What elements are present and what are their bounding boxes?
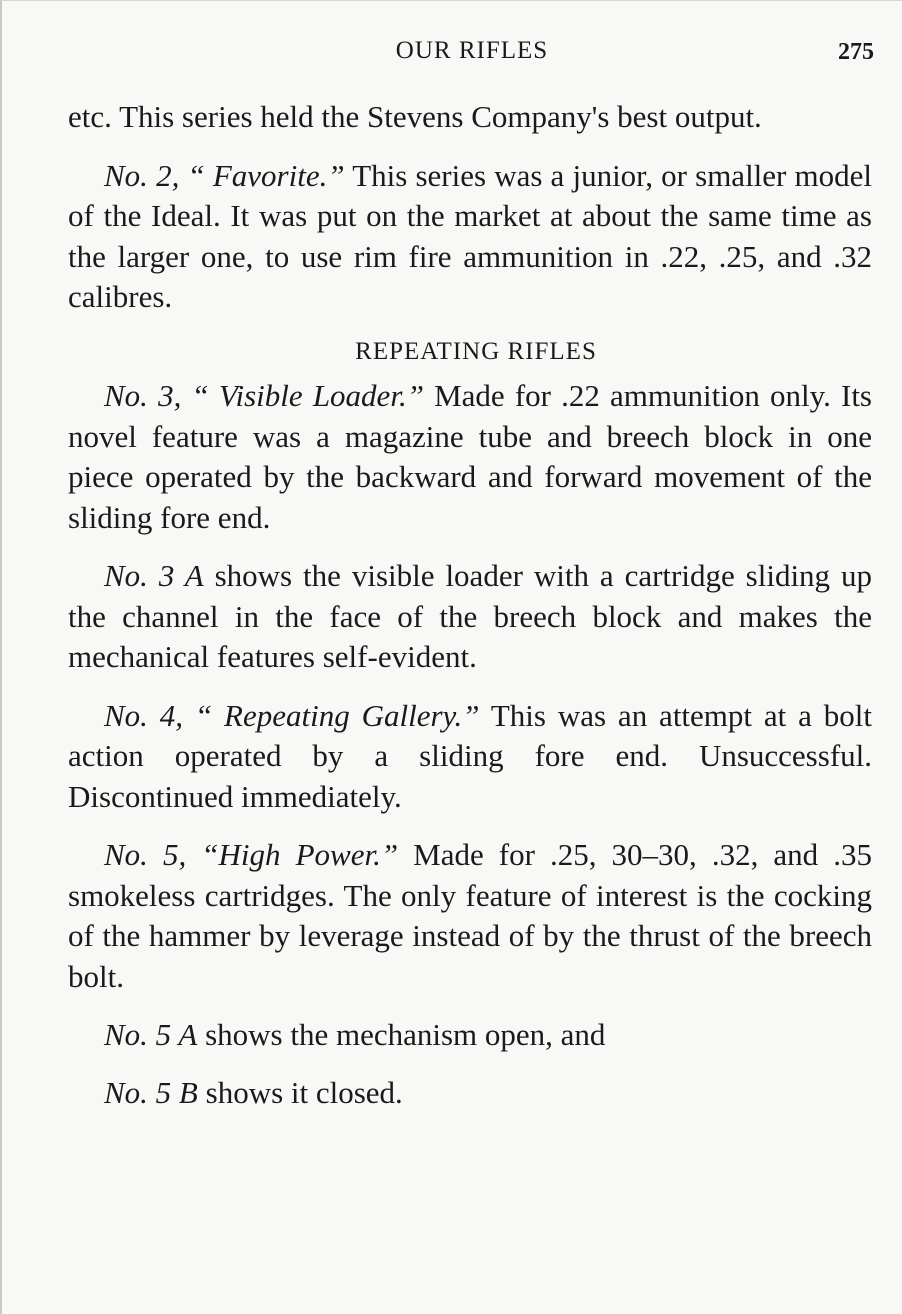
paragraph-text: This series was a junior, or smaller model of the Ideal. It was put on the market at about the same time as the larger one, to use rim fire ammunition in .22, .25, and .32 calibres. — [68, 157, 873, 314]
model-lead: No. 3 A — [104, 558, 204, 593]
paragraph-3a — [68, 556, 872, 678]
model-lead: No. 3, “ Visible Loader.” — [104, 378, 424, 413]
paragraph-5a — [68, 1015, 872, 1056]
section-heading: REPEATING RIFLES — [355, 337, 597, 365]
running-header — [2, 37, 902, 71]
model-lead: No. 2, “ Favorite.” — [104, 157, 345, 193]
paragraph-high-power — [68, 835, 872, 997]
paragraph-5b — [68, 1073, 872, 1114]
paragraph-text: Made for .25, 30–30, .32, and .35 smokeless cartridges. The only feature of interest is the cocking of the hammer by leverage instead of by the thrust of the breech bolt. — [68, 837, 872, 994]
paragraph-continuation — [68, 97, 872, 138]
paragraph-text: This was an attempt at a bolt action operated by a sliding fore end. Unsuccessful. Discontinued immediately. — [68, 697, 872, 814]
paragraph-text: Made for .22 ammunition only. Its novel feature was a magazine tube and breech block in one piece operated by the backward and forward movement of the sliding fore end. — [68, 378, 872, 535]
page-body — [68, 97, 872, 1130]
paragraph-visible-loader — [68, 376, 872, 538]
page-number: 275 — [838, 39, 874, 65]
paragraph-favorite — [68, 156, 872, 318]
paragraph-text: shows it closed. — [197, 1074, 403, 1110]
paragraph-repeating-gallery — [68, 696, 872, 818]
paragraph-text: shows the mechanism open, and — [197, 1017, 606, 1052]
paragraph-text: etc. This series held the Stevens Company's best output. — [68, 99, 762, 134]
running-title: OUR RIFLES — [395, 37, 549, 64]
model-lead: No. 5 B — [104, 1074, 198, 1110]
paragraph-text: shows the visible loader with a cartridge sliding up the channel in the face of the breech block and makes the mechanical features self-evident. — [68, 558, 872, 674]
model-lead: No. 4, “ Repeating Gallery.” — [104, 697, 480, 733]
model-lead: No. 5, “High Power.” — [104, 837, 399, 872]
model-lead: No. 5 A — [104, 1017, 198, 1052]
